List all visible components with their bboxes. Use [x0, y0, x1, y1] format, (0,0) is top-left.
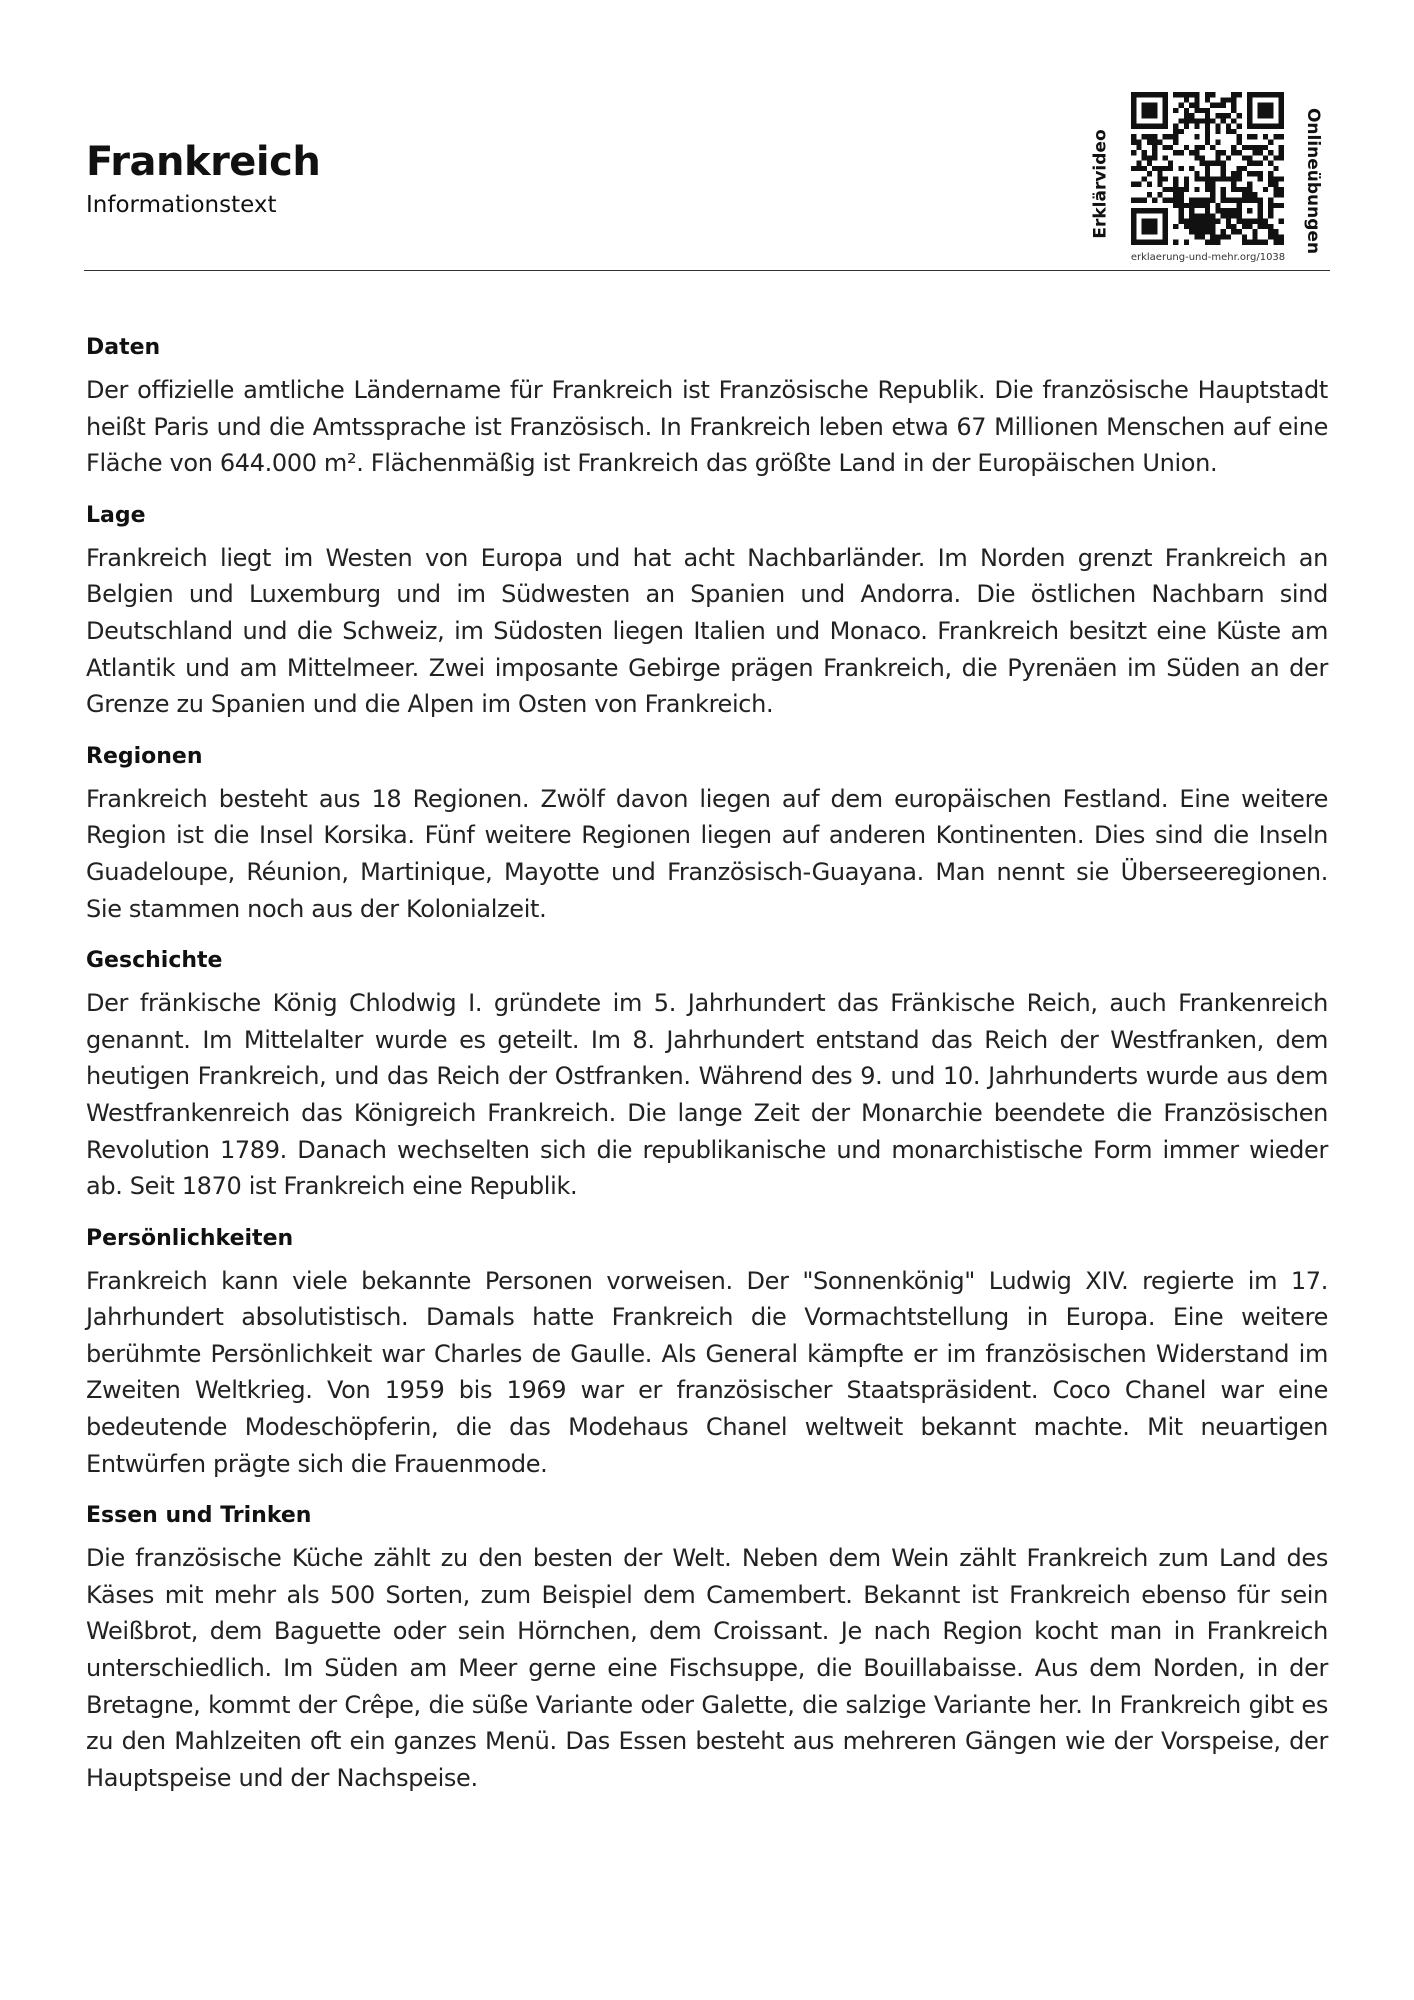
- section-heading: Regionen: [86, 743, 203, 769]
- section-daten: [86, 330, 1328, 482]
- section-paragraph: Frankreich besteht aus 18 Regionen. Zwölf davon liegen auf dem europäischen Festland. Eine weitere Region ist die Insel Korsika. Fünf weitere Regionen liegen auf anderen Kontinenten. Dies sind die Inseln Guadeloupe, Réunion, Martinique, Mayotte und Französisch-Guayana. Man nennt sie Überseeregionen. Sie stammen noch aus der Kolonialzeit.: [86, 784, 1328, 923]
- section-paragraph: Der fränkische König Chlodwig I. gründete im 5. Jahrhundert das Fränkische Reich, auch Frankenreich genannt. Im Mittelalter wurde es geteilt. Im 8. Jahrhundert entstand das Reich der Westfranken, dem heutigen Frankreich, und das Reich der Ostfranken. Während des 9. und 10. Jahrhunderts wurde aus dem Westfrankenreich das Königreich Frankreich. Die lange Zeit der Monarchie beendete die Französischen Revolution 1789. Danach wechselten sich die republikanische und monarchistische Form immer wieder ab. Seit 1870 ist Frankreich eine Republik.: [86, 989, 1328, 1201]
- header-divider: [84, 270, 1330, 271]
- section-essen-und-trinken: [86, 1498, 1328, 1796]
- section-persoenlichkeiten: [86, 1221, 1328, 1483]
- qr-label-right-text: Onlineübungen: [1303, 107, 1323, 255]
- section-heading: Daten: [86, 335, 161, 360]
- qr-label-online-exercises: [1298, 108, 1328, 254]
- section-heading: Persönlichkeiten: [86, 1225, 294, 1251]
- page-subtitle: Informationstext: [86, 192, 277, 218]
- qr-label-left-text: Erklärvideo: [1091, 129, 1111, 239]
- section-paragraph: Die französische Küche zählt zu den besten der Welt. Neben dem Wein zählt Frankreich zum Land des Käses mit mehr als 500 Sorten, zum Beispiel dem Camembert. Bekannt ist Frankreich ebenso für sein Weißbrot, dem Baguette oder sein Hörnchen, dem Croissant. Je nach Region kocht man in Frankreich unterschiedlich. Im Süden am Meer gerne eine Fischsuppe, die Bouillabaisse. Aus dem Norden, in der Bretagne, kommt der Crêpe, die süße Variante oder Galette, die salzige Variante her. In Frankreich gibt es zu den Mahlzeiten oft ein ganzes Menü. Das Essen besteht aus mehreren Gängen wie der Vorspeise, der Hauptspeise und der Nachspeise.: [86, 1544, 1328, 1792]
- qr-url: erklaerung-und-mehr.org/1038: [1130, 252, 1286, 263]
- section-paragraph: Frankreich kann viele bekannte Personen vorweisen. Der "Sonnenkönig" Ludwig XIV. regierte im 17. Jahrhundert absolutistisch. Damals hatte Frankreich die Vormachtstellung in Europa. Eine weitere berühmte Persönlichkeit war Charles de Gaulle. Als General kämpfte er im französischen Widerstand im Zweiten Weltkrieg. Von 1959 bis 1969 war er französischer Staatspräsident. Coco Chanel war eine bedeutende Modeschöpferin, die das Modehaus Chanel weltweit bekannt machte. Mit neuartigen Entwürfen prägte sich die Frauenmode.: [86, 1266, 1328, 1478]
- section-regionen: [86, 739, 1328, 927]
- qr-code-icon[interactable]: [1131, 92, 1284, 245]
- section-paragraph: Frankreich liegt im Westen von Europa und hat acht Nachbarländer. Im Norden grenzt Frankreich an Belgien und Luxemburg und im Südwesten an Spanien und Andorra. Die östlichen Nachbarn sind Deutschland und die Schweiz, im Südosten liegen Italien und Monaco. Frankreich besitzt eine Küste am Atlantik und am Mittelmeer. Zwei imposante Gebirge prägen Frankreich, die Pyrenäen im Süden an der Grenze zu Spanien und die Alpen im Osten von Frankreich.: [86, 543, 1328, 719]
- page-title: Frankreich: [86, 139, 321, 185]
- section-lage: [86, 498, 1328, 723]
- section-geschichte: [86, 943, 1328, 1205]
- section-heading: Geschichte: [86, 948, 223, 974]
- section-heading: Essen und Trinken: [86, 1503, 312, 1529]
- section-paragraph: Der offizielle amtliche Ländername für Frankreich ist Französische Republik. Die französische Hauptstadt heißt Paris und die Amtssprache ist Französisch. In Frankreich leben etwa 67 Millionen Menschen auf eine Fläche von 644.000 m². Flächenmäßig ist Frankreich das größte Land in der Europäischen Union.: [86, 376, 1328, 478]
- qr-label-explainer-video: [1086, 130, 1116, 238]
- section-heading: Lage: [86, 502, 146, 528]
- text-body: [86, 330, 1328, 1812]
